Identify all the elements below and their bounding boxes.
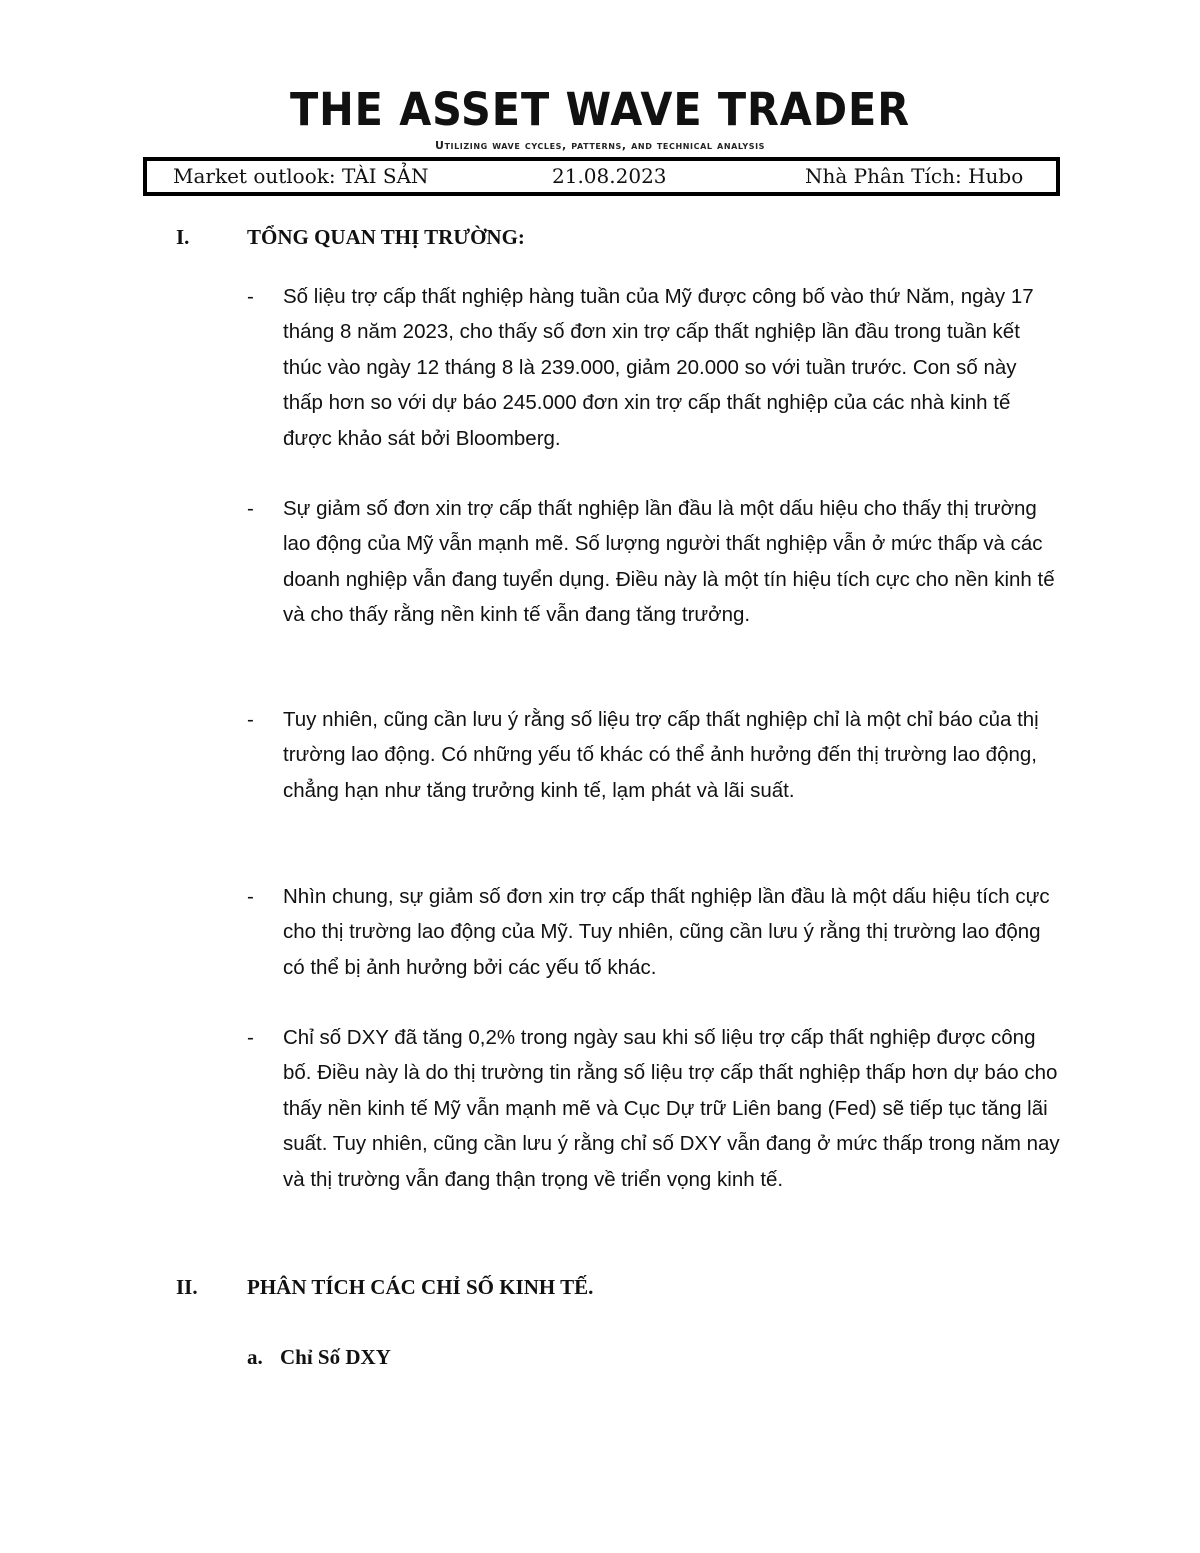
- list-item: [247, 1020, 1062, 1197]
- section-title: PHÂN TÍCH CÁC CHỈ SỐ KINH TẾ.: [247, 1275, 594, 1299]
- list-item: [247, 702, 1062, 808]
- bullet-dash: -: [247, 285, 254, 308]
- list-item: [247, 491, 1062, 633]
- market-outlook-label: Market outlook: TÀI SẢN: [173, 164, 429, 188]
- report-info-bar: [143, 157, 1060, 196]
- bullet-text: Chỉ số DXY đã tăng 0,2% trong ngày sau khi số liệu trợ cấp thất nghiệp được công bố. Điều này là do thị trường tin rằng số liệu trợ cấp thất nghiệp thấp hơn dự báo cho thấy nền kinh tế Mỹ vẫn mạnh mẽ và Cục Dự trữ Liên bang (Fed) sẽ tiếp tục tăng lãi suất. Tuy nhiên, cũng cần lưu ý rằng chỉ số DXY vẫn đang ở mức thấp trong năm nay và thị trường vẫn đang thận trọng về triển vọng kinh tế.: [283, 1026, 1060, 1191]
- subsection-title: Chỉ Số DXY: [280, 1345, 391, 1369]
- section-title: TỔNG QUAN THỊ TRƯỜNG:: [247, 225, 525, 249]
- list-item: [247, 279, 1062, 456]
- bullet-text: Số liệu trợ cấp thất nghiệp hàng tuần của Mỹ được công bố vào thứ Năm, ngày 17 tháng 8 năm 2023, cho thấy số đơn xin trợ cấp thất nghiệp lần đầu trong tuần kết thúc vào ngày 12 tháng 8 là 239.000, giảm 20.000 so với tuần trước. Con số này thấp hơn so với dự báo 245.000 đơn xin trợ cấp thất nghiệp của các nhà kinh tế được khảo sát bởi Bloomberg.: [283, 285, 1034, 450]
- report-date: 21.08.2023: [552, 164, 667, 188]
- analyst-name: Nhà Phân Tích: Hubo: [805, 164, 1024, 188]
- bullet-text: Sự giảm số đơn xin trợ cấp thất nghiệp lần đầu là một dấu hiệu cho thấy thị trường lao động của Mỹ vẫn mạnh mẽ. Số lượng người thất nghiệp vẫn ở mức thấp và các doanh nghiệp vẫn đang tuyển dụng. Điều này là một tín hiệu tích cực cho nền kinh tế và cho thấy rằng nền kinh tế vẫn đang tăng trưởng.: [283, 497, 1055, 627]
- bullet-dash: -: [247, 885, 254, 908]
- section-number: II.: [176, 1275, 198, 1299]
- list-item: [247, 879, 1062, 985]
- bullet-text: Tuy nhiên, cũng cần lưu ý rằng số liệu trợ cấp thất nghiệp chỉ là một chỉ báo của thị trường lao động. Có những yếu tố khác có thể ảnh hưởng đến thị trường lao động, chẳng hạn như tăng trưởng kinh tế, lạm phát và lãi suất.: [283, 708, 1039, 802]
- bullet-dash: -: [247, 1026, 254, 1049]
- bullet-dash: -: [247, 708, 254, 731]
- subsection-heading-dxy: [247, 1344, 391, 1370]
- brand-title: THE ASSET WAVE TRADER: [289, 83, 911, 136]
- bullet-text: Nhìn chung, sự giảm số đơn xin trợ cấp thất nghiệp lần đầu là một dấu hiệu tích cực cho thị trường lao động của Mỹ. Tuy nhiên, cũng cần lưu ý rằng thị trường lao động có thể bị ảnh hưởng bởi các yếu tố khác.: [283, 885, 1050, 979]
- bullet-dash: -: [247, 497, 254, 520]
- section-number: I.: [176, 225, 190, 249]
- brand-subtitle: Utilizing wave cycles, patterns, and technical analysis: [434, 139, 766, 152]
- subsection-number: a.: [247, 1345, 263, 1369]
